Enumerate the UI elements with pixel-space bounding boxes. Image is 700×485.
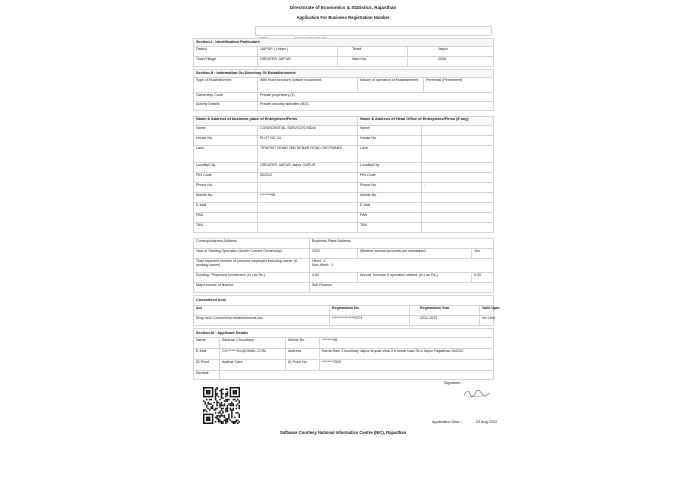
finance-label: Major source of finance [194,283,310,293]
persons-employed-label: Total expected number of persons employed including owner (if working owner) [194,259,310,273]
page-title: Directorate of Economics & Statistics, Rajasthan [289,5,397,10]
name-label: Name [194,126,258,136]
page-subtitle: Application For Business Registration Number [296,15,390,20]
remark-label: Remark [194,371,220,380]
house-value: PLOT NO 34 [258,136,358,146]
section-directory [193,69,493,111]
type-label: Type of Establishment [194,78,258,93]
phone-label: Phone No. [194,183,258,193]
mobile-label: Mobile No. [194,193,258,203]
lane-label-right: Lane [358,146,422,163]
name-label-right: Name [358,126,422,136]
nature-value: Perennial (Permanent) [424,78,494,93]
tehsil-label: Tehsil [338,47,408,57]
section-applicant [193,328,493,380]
nature-label: Nature of operation of Establishment [358,78,424,93]
town-label: Town/Village [194,57,258,67]
applicant-mobile-label: Mobile No. [286,338,320,349]
act-name: Shop and Commercial establishments Act [194,316,330,326]
section1-title: Section-I : Identification Particulars [194,39,494,47]
act-registration-year: 2022-2023 [410,316,480,326]
section3-title: Section-III : Applicant Details [194,329,494,338]
pin-label: PIN Code [194,173,258,183]
acts-col-valid: Valid Upto [480,306,494,316]
locality-label-right: Locality/City [358,163,422,173]
acts-col-act: Act [194,306,330,316]
email-label: E-Mail [194,203,258,213]
house-label: House No. [194,136,258,146]
id-proof-no-value: ********7526 [320,360,494,371]
tehsil-value: Jaipur [408,47,494,57]
activity-value: Private security activities (801) [258,102,494,111]
house-label-right: House No. [358,136,422,146]
phone-label-right: Phone No. [358,183,422,193]
acts-col-year: Registration Year [410,306,480,316]
pin-label-right: PIN Code [358,173,422,183]
lane-label: Lane [194,146,258,163]
name-value: CONFIDENTIAL SERVICES INDIA [258,126,358,136]
ward-value: 0006 [408,57,494,67]
application-date-value: 03 Aug 2022 [475,420,498,424]
lane-value: TIRUPATI VIHAR 2ND BENAR ROAD JHOTWARA [258,146,358,163]
application-date-label: Application Date : [432,420,462,424]
finance-value: Self Finance [310,283,494,293]
acts-col-reg: Registration No. [330,306,410,316]
turnover-label: Annual Turnover if operation started. (In Lac Rs.) [358,273,472,283]
head-office-title: Name & Address of Head Office of Enterprises/Firms (If any) [358,117,494,126]
type-value: With fixed structure outside household. [258,78,358,93]
applicant-name-value: Santosh Choudhary [220,338,286,349]
hired-value: Hired : 2 [312,259,326,263]
persons-employed-value [310,259,494,273]
pan-label: PAN [194,213,258,223]
applicant-name-label: Name [194,338,220,349]
investment-value: 4.00 [310,273,358,283]
signature-image [462,387,492,399]
application-date [432,420,497,424]
signature-label: Signature : [444,381,463,385]
mobile-value: ********08 [258,193,358,203]
tan-label-right: TAN [358,223,422,233]
act-registration-no: ****************5374 [330,316,410,326]
phone-value-right: - [422,183,494,193]
tan-label: TAN [194,223,258,233]
acts-title: Considered Acts [194,296,494,306]
applicant-mobile-value: ********08 [320,338,494,349]
correspondence-label: Correspondence Address [194,239,310,249]
activity-label: Activity Details [194,102,258,111]
year-start-label: Year of Starting Operation (Under Current Ownership) [194,249,310,259]
pin-value: 302012 [258,173,358,183]
address-section [193,116,493,233]
pan-label-right: PAN [358,213,422,223]
ownership-value: Private proprietary (2) [258,93,494,102]
id-proof-no-label: ID Proof No. [286,360,320,371]
investment-label: Existing / Proposed Investment (In Lac Rs.) [194,273,310,283]
applicant-address-value: Karna Ram Choudhary Jaipur tirupati vihar 2 b benar road 35 a Jaipur Rajasthan 302012 [320,349,494,360]
non-hired-value: Non-Hired : 1 [312,263,334,268]
applicant-email-label: E-Mail [194,349,220,360]
mobile-label-right: Mobile No. [358,193,422,203]
brn-box [255,26,492,36]
district-label: District [194,47,258,57]
considered-acts [193,295,500,326]
phone-value: - [258,183,358,193]
ward-label: Ward No. [338,57,408,67]
annual-accounts-value: Yes [472,249,494,259]
section2-title: Section-II : Information On Directory Of Establishments [194,70,494,78]
act-valid-upto: No Limit [480,316,494,326]
section-identification [193,38,493,67]
annual-accounts-label: Whether annual accounts are maintained [358,249,472,259]
applicant-address-label: Address [286,349,320,360]
operation-details [193,238,493,293]
ownership-label: Ownership Code [194,93,258,102]
email-label-right: E-Mail [358,203,422,213]
town-value: GREATER JAIPUR [258,57,338,67]
qr-code [203,387,240,424]
business-address-title: Name & Address of business place of Enterprises/Firms [194,117,358,126]
turnover-value: 5.00 [472,273,494,283]
id-proof-value: Aadhar Card [220,360,286,371]
year-start-value: 2022 [310,249,358,259]
business-place-address-label: Business Place Address [310,239,494,249]
applicant-email-value: CO*******AL@GMAIL.COM [220,349,286,360]
id-proof-label: ID Proof [194,360,220,371]
footer-credit: Software Courtesy National Informatics Centre (NIC), Rajasthan [279,430,407,435]
district-value: JAIPUR ( Urban ) [258,47,338,57]
locality-label: Locality/City [194,163,258,173]
locality-value: GREATER JAIPUR Jaipur JAIPUR [258,163,358,173]
